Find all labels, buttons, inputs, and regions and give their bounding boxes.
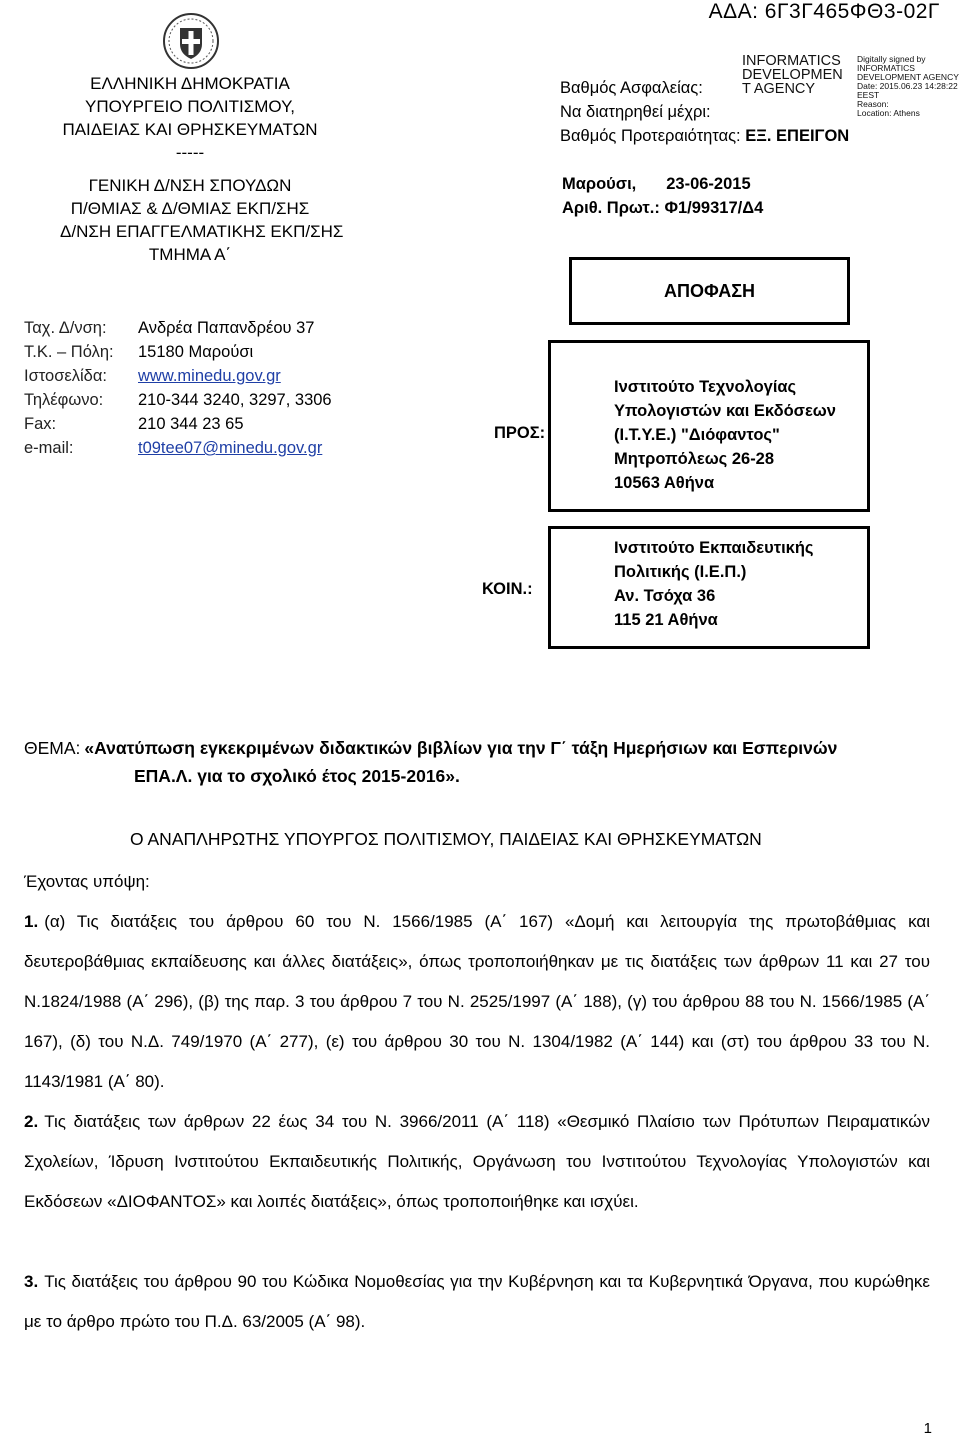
contact-label: Fax: bbox=[24, 415, 57, 433]
signature-detail: Reason: bbox=[857, 99, 889, 109]
item-number: 2. bbox=[24, 1112, 39, 1131]
ministry-line: ΕΛΛΗΝΙΚΗ ΔΗΜΟΚΡΑΤΙΑ bbox=[90, 74, 290, 93]
item-text: Τις διατάξεις των άρθρων 22 έως 34 του Ν. 3966/2011 (Α΄ 118) «Θεσμικό Πλαίσιο των Πρότυπων Πειραματικών Σχολείων, Ίδρυση Ινστιτούτου Εκπαιδευτικής Πολιτικής, Οργάνωση του Ινστιτούτου Τεχνολογίας Υπολογιστών και Εκδόσεων «ΔΙΟΦΑΝΤΟΣ» και λοιπές διατάξεις», όπως τροποποιήθηκε και ισχύει. bbox=[24, 1112, 930, 1211]
item-text: Τις διατάξεις του άρθρου 90 του Κώδικα Νομοθεσίας για την Κυβέρνηση και τα Κυβερνητικά Όργανα, που κυρώθηκε με το άρθρο πρώτο του Π.Δ. 63/2005 (Α΄ 98). bbox=[24, 1272, 930, 1331]
recipient-address bbox=[614, 375, 836, 495]
signature-line: T AGENCY bbox=[742, 81, 816, 97]
keep-until: Να διατηρηθεί μέχρι: bbox=[560, 103, 711, 121]
contact-label: Τ.Κ. – Πόλη: bbox=[24, 343, 114, 361]
date-protocol bbox=[562, 172, 763, 220]
subject-line-2: ΕΠΑ.Λ. για το σχολικό έτος 2015-2016». bbox=[134, 766, 460, 786]
item-1 bbox=[24, 902, 930, 1102]
item-number: 1. bbox=[24, 912, 39, 931]
security-block bbox=[560, 76, 849, 148]
signature-detail: Digitally signed by bbox=[857, 54, 926, 64]
greek-emblem-icon bbox=[162, 12, 220, 70]
date-line bbox=[562, 172, 763, 196]
signature-line: INFORMATICS bbox=[742, 53, 841, 69]
ministry-line: ΤΜΗΜΑ Α΄ bbox=[148, 245, 232, 264]
subject bbox=[24, 734, 936, 790]
contact-value: 210-344 3240, 3297, 3306 bbox=[138, 391, 332, 409]
contact-label: Ιστοσελίδα: bbox=[24, 367, 107, 385]
to-label: ΠΡΟΣ: bbox=[494, 424, 546, 442]
cc-address bbox=[614, 536, 814, 632]
ministry-line: ΓΕΝΙΚΗ Δ/ΝΣΗ ΣΠΟΥΔΩΝ bbox=[88, 176, 292, 195]
ministry-header bbox=[60, 72, 344, 266]
minister-heading: Ο ΑΝΑΠΛΗΡΩΤΗΣ ΥΠΟΥΡΓΟΣ ΠΟΛΙΤΙΣΜΟΥ, ΠΑΙΔΕΙΑΣ ΚΑΙ ΘΡΗΣΚΕΥΜΑΤΩΝ bbox=[130, 829, 762, 849]
email-link[interactable]: t09tee07@minedu.gov.gr bbox=[138, 439, 323, 457]
date-place: Μαρούσι, bbox=[562, 175, 637, 193]
page-number: 1 bbox=[923, 1420, 932, 1437]
contact-value: 15180 Μαρούσι bbox=[138, 343, 254, 361]
date-value: 23-06-2015 bbox=[666, 175, 751, 193]
ministry-line: ΠΑΙΔΕΙΑΣ ΚΑΙ ΘΡΗΣΚΕΥΜΑΤΩΝ bbox=[62, 120, 318, 139]
item-text: (α) Τις διατάξεις του άρθρου 60 του Ν. 1566/1985 (Α΄ 167) «Δομή και λειτουργία της πρωτοβάθμιας και δευτεροβάθμιας εκπαίδευσης και άλλες διατάξεις», όπως τροποποιήθηκαν με τις διατάξεις των άρθρων 11 και 27 του Ν.1824/1988 (Α΄ 296), (β) της παρ. 3 του άρθρου 7 του Ν. 2525/1997 (Α΄ 188), (γ) του άρθρου 88 του Ν. 1566/1985 (Α΄ 167), (δ) του Ν.Δ. 749/1970 (Α΄ 277), (ε) του άρθρου 30 του Ν. 1304/1982 (Α΄ 144) και (στ) του άρθρου 33 του Ν. 1143/1981 (Α΄ 80). bbox=[24, 912, 930, 1091]
digital-signature-details bbox=[857, 55, 959, 118]
contact-row-phone bbox=[24, 388, 332, 412]
signature-detail: Location: Athens bbox=[857, 108, 920, 118]
item-2 bbox=[24, 1102, 930, 1222]
signature-line: DEVELOPMEN bbox=[742, 67, 843, 83]
ministry-line: Δ/ΝΣΗ ΕΠΑΓΓΕΛΜΑΤΙΚΗΣ ΕΚΠ/ΣΗΣ bbox=[60, 222, 344, 241]
priority-label: Βαθμός Προτεραιότητας: bbox=[560, 127, 741, 145]
priority bbox=[560, 124, 849, 148]
item-3 bbox=[24, 1262, 930, 1342]
signature-detail: Date: 2015.06.23 14:28:22 bbox=[857, 81, 958, 91]
contact-label: Ταχ. Δ/νση: bbox=[24, 319, 107, 337]
subject-text: «Ανατύπωση εγκεκριμένων διδακτικών βιβλίων για την Γ΄ τάξη Ημερήσιων και Εσπερινών bbox=[84, 738, 838, 758]
contact-row-address bbox=[24, 316, 332, 340]
decision-title-box bbox=[569, 257, 850, 325]
contact-row-email bbox=[24, 436, 332, 460]
security-level: Βαθμός Ασφαλείας: bbox=[560, 79, 703, 97]
having-considered: Έχοντας υπόψη: bbox=[24, 872, 150, 891]
cc-label: ΚΟΙΝ.: bbox=[482, 580, 533, 598]
subject-line-1 bbox=[24, 734, 936, 762]
cc-line: Αν. Τσόχα 36 bbox=[614, 587, 716, 605]
contact-label: e-mail: bbox=[24, 439, 74, 457]
ministry-line: ΥΠΟΥΡΓΕΙΟ ΠΟΛΙΤΙΣΜΟΥ, bbox=[85, 97, 295, 116]
signature-detail: INFORMATICS bbox=[857, 63, 915, 73]
protocol-value: Φ1/99317/Δ4 bbox=[664, 199, 764, 217]
signature-detail: DEVELOPMENT AGENCY bbox=[857, 72, 959, 82]
recipient-line: 10563 Αθήνα bbox=[614, 474, 715, 492]
contact-info bbox=[24, 316, 332, 460]
signature-detail: EEST bbox=[857, 90, 880, 100]
contact-row-website bbox=[24, 364, 332, 388]
cc-line: Πολιτικής (Ι.Ε.Π.) bbox=[614, 563, 747, 581]
contact-value: Ανδρέα Παπανδρέου 37 bbox=[138, 319, 315, 337]
cc-line: 115 21 Αθήνα bbox=[614, 611, 718, 629]
item-number: 3. bbox=[24, 1272, 39, 1291]
protocol-line bbox=[562, 196, 763, 220]
contact-row-postcode bbox=[24, 340, 332, 364]
website-link[interactable]: www.minedu.gov.gr bbox=[138, 367, 281, 385]
priority-value: ΕΞ. ΕΠΕΙΓΟΝ bbox=[745, 127, 850, 145]
ministry-line: ----- bbox=[175, 143, 205, 162]
recipient-line: Υπολογιστών και Εκδόσεων bbox=[614, 402, 836, 420]
contact-row-fax bbox=[24, 412, 332, 436]
contact-value: 210 344 23 65 bbox=[138, 415, 244, 433]
protocol-label: Αριθ. Πρωτ.: bbox=[562, 199, 660, 217]
subject-label: ΘΕΜΑ: bbox=[24, 738, 81, 758]
recipient-line: Ινστιτούτο Τεχνολογίας bbox=[614, 378, 797, 396]
decision-title: ΑΠΟΦΑΣΗ bbox=[663, 280, 756, 301]
recipient-line: (Ι.Τ.Υ.Ε.) "Διόφαντος" bbox=[614, 426, 780, 444]
recipient-line: Μητροπόλεως 26-28 bbox=[614, 450, 775, 468]
cc-line: Ινστιτούτο Εκπαιδευτικής bbox=[614, 539, 814, 557]
ada-code: ΑΔΑ: 6Γ3Γ465ΦΘ3-02Γ bbox=[708, 0, 940, 23]
contact-label: Τηλέφωνο: bbox=[24, 391, 104, 409]
ministry-line: Π/ΘΜΙΑΣ & Δ/ΘΜΙΑΣ ΕΚΠ/ΣΗΣ bbox=[70, 199, 310, 218]
